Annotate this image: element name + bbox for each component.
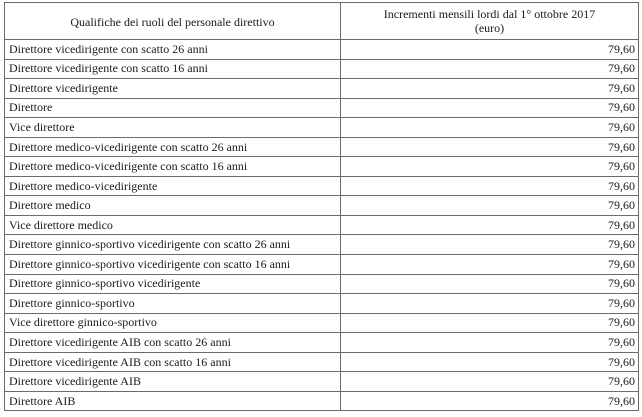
table-row	[5, 313, 639, 333]
value-cell: 79,60	[341, 59, 639, 79]
role-cell: Direttore ginnico-sportivo	[5, 294, 341, 314]
table-row	[5, 333, 639, 353]
value-cell: 79,60	[341, 118, 639, 138]
table-header-row	[5, 3, 639, 40]
value-cell: 79,60	[341, 176, 639, 196]
value-cell: 79,60	[341, 98, 639, 118]
role-cell: Direttore ginnico-sportivo vicedirigente con scatto 16 anni	[5, 255, 341, 275]
role-cell: Vice direttore medico	[5, 215, 341, 235]
table-row	[5, 118, 639, 138]
role-cell: Direttore vicedirigente	[5, 79, 341, 99]
role-cell: Direttore vicedirigente AIB	[5, 372, 341, 392]
value-cell: 79,60	[341, 196, 639, 216]
value-cell: 79,60	[341, 294, 639, 314]
header-role-text: Qualifiche dei ruoli del personale direttivo	[70, 15, 275, 29]
table-row	[5, 137, 639, 157]
value-cell: 79,60	[341, 333, 639, 353]
table-row	[5, 372, 639, 392]
table-row	[5, 235, 639, 255]
role-cell: Direttore medico-vicedirigente con scatto 16 anni	[5, 157, 341, 177]
value-cell: 79,60	[341, 352, 639, 372]
increments-table	[4, 2, 639, 411]
table-body	[5, 40, 639, 411]
role-cell: Direttore	[5, 98, 341, 118]
role-cell: Direttore vicedirigente AIB con scatto 26 anni	[5, 333, 341, 353]
value-cell: 79,60	[341, 215, 639, 235]
value-cell: 79,60	[341, 313, 639, 333]
table-row	[5, 59, 639, 79]
value-cell: 79,60	[341, 40, 639, 60]
table-row	[5, 274, 639, 294]
role-cell: Direttore medico-vicedirigente con scatto 26 anni	[5, 137, 341, 157]
table-row	[5, 40, 639, 60]
table-row	[5, 79, 639, 99]
role-cell: Vice direttore	[5, 118, 341, 138]
table-row	[5, 157, 639, 177]
role-cell: Direttore vicedirigente con scatto 26 anni	[5, 40, 341, 60]
header-increment	[341, 3, 639, 40]
role-cell: Direttore AIB	[5, 391, 341, 411]
role-cell: Vice direttore ginnico-sportivo	[5, 313, 341, 333]
table-row	[5, 294, 639, 314]
value-cell: 79,60	[341, 372, 639, 392]
role-cell: Direttore medico	[5, 196, 341, 216]
value-cell: 79,60	[341, 255, 639, 275]
value-cell: 79,60	[341, 137, 639, 157]
role-cell: Direttore medico-vicedirigente	[5, 176, 341, 196]
table-row	[5, 196, 639, 216]
role-cell: Direttore ginnico-sportivo vicedirigente	[5, 274, 341, 294]
header-increment-line2: (euro)	[474, 21, 505, 35]
table-row	[5, 255, 639, 275]
value-cell: 79,60	[341, 274, 639, 294]
role-cell: Direttore vicedirigente AIB con scatto 16 anni	[5, 352, 341, 372]
table-row	[5, 352, 639, 372]
table-row	[5, 98, 639, 118]
table-row	[5, 176, 639, 196]
header-role	[5, 3, 341, 40]
value-cell: 79,60	[341, 391, 639, 411]
role-cell: Direttore vicedirigente con scatto 16 anni	[5, 59, 341, 79]
value-cell: 79,60	[341, 235, 639, 255]
table-row	[5, 391, 639, 411]
value-cell: 79,60	[341, 157, 639, 177]
header-increment-line1: Incrementi mensili lordi dal 1° ottobre 2017	[383, 7, 596, 21]
role-cell: Direttore ginnico-sportivo vicedirigente con scatto 26 anni	[5, 235, 341, 255]
value-cell: 79,60	[341, 79, 639, 99]
table-row	[5, 215, 639, 235]
